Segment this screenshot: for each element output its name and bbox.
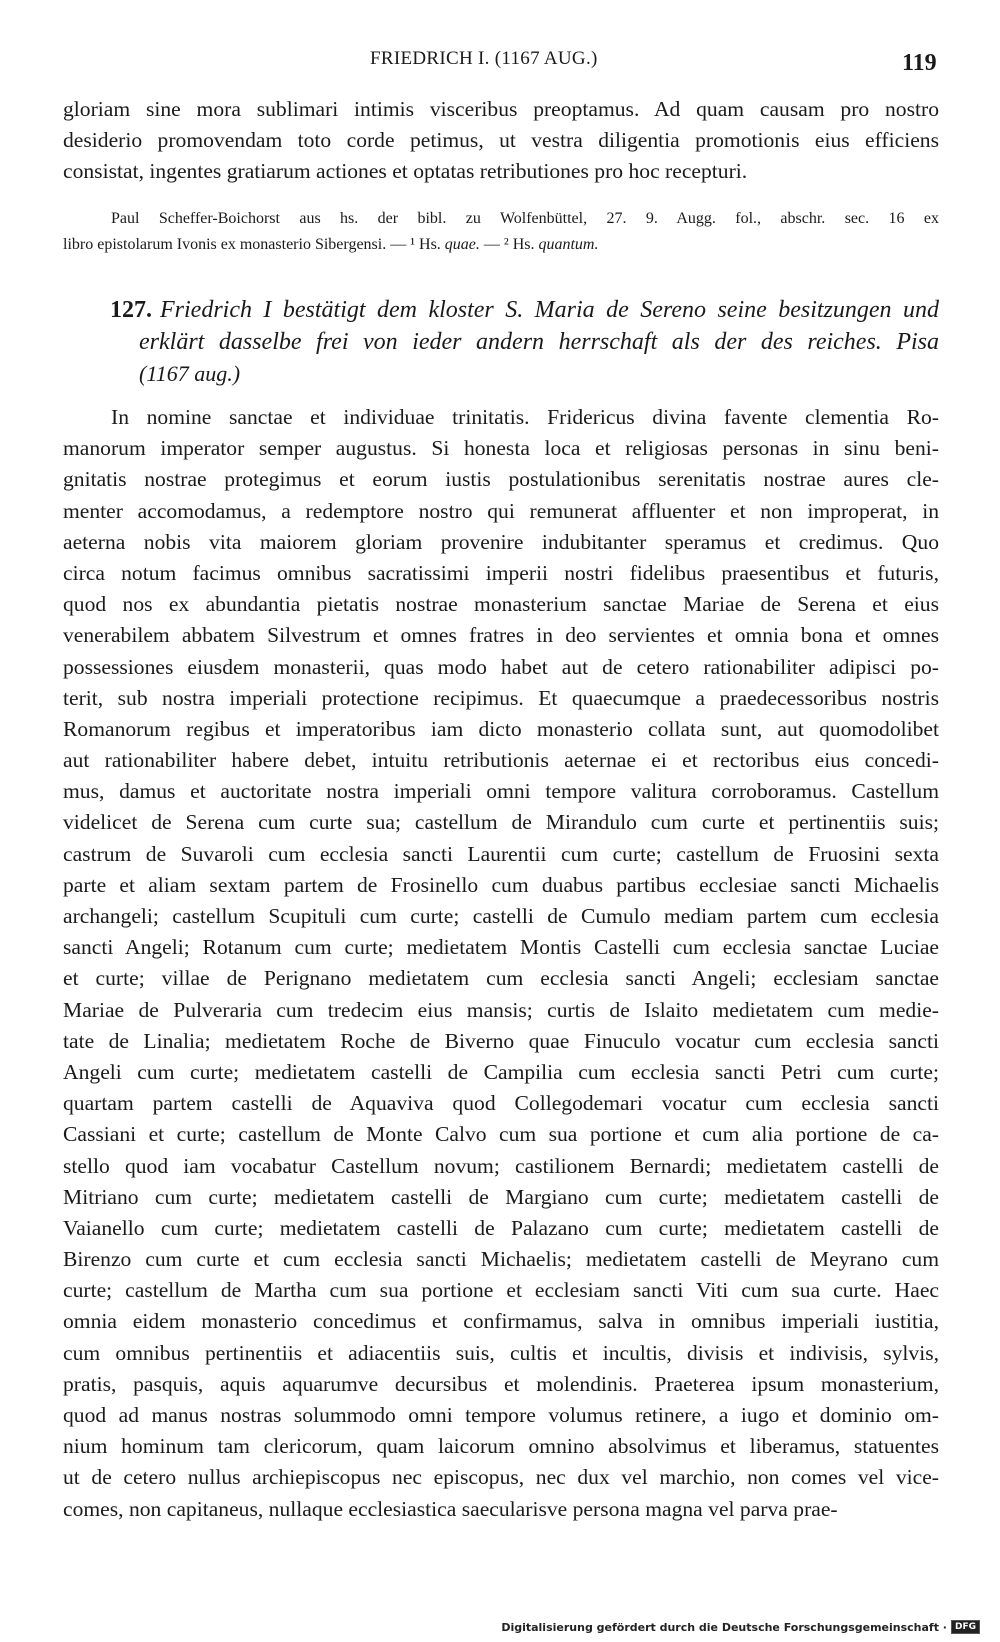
text-line: consistat, ingentes gratiarum actiones et optatas retributiones pro hoc recepturi. bbox=[63, 159, 748, 184]
text-line: desiderio promovendam toto corde petimus, ut vestra diligentia promotionis eius efficiens bbox=[63, 128, 939, 153]
text-line: circa notum facimus omnibus sacratissimi imperii nostri fidelibus praesentibus et futuris, bbox=[63, 560, 939, 585]
credit-text: Digitalisierung gefördert durch die Deutsche Forschungsgemeinschaft · bbox=[501, 1620, 947, 1634]
note-line: libro epistolarum Ivonis ex monasterio Sibergensi. — ¹ Hs. quae. — ² Hs. quantum. bbox=[63, 236, 599, 253]
text-line: sancti Angeli; Rotanum cum curte; medietatem Montis Castelli cum ecclesia sanctae Luciae bbox=[63, 935, 939, 960]
text-line: Cassiani et curte; castellum de Monte Calvo cum sua portione et cum alia portione de ca- bbox=[63, 1122, 939, 1147]
text-line: pratis, pasquis, aquis aquarumve decursibus et molendinis. Praeterea ipsum monasterium, bbox=[63, 1371, 939, 1396]
digitization-credit bbox=[501, 1620, 980, 1634]
text-line: aut rationabiliter habere debet, intuitu retributionis aeternae ei et rectoribus eius concedi- bbox=[63, 748, 939, 773]
text-line: et curte; villae de Perignano medietatem cum ecclesia sancti Angeli; ecclesiam sanctae bbox=[63, 966, 939, 991]
text-line: quod nos ex abundantia pietatis nostrae monasterium sanctae Mariae de Serena et eius bbox=[63, 592, 939, 617]
dfg-logo: DFG bbox=[951, 1620, 980, 1634]
text-line: Mariae de Pulveraria cum tredecim eius mansis; curtis de Islaito medietatem cum medie- bbox=[63, 997, 939, 1022]
text-line: Mitriano cum curte; medietatem castelli de Margiano cum curte; medietatem castelli de bbox=[63, 1184, 939, 1209]
text-line: omnia eidem monasterio concedimus et confirmamus, salva in omnibus imperiali iustitia, bbox=[63, 1309, 939, 1334]
text-line: gloriam sine mora sublimari intimis visceribus preoptamus. Ad quam causam pro nostro bbox=[63, 97, 939, 121]
text-line: parte et aliam sextam partem de Frosinello cum duabus partibus ecclesiae sancti Michaelis bbox=[63, 872, 939, 897]
text-line: mus, damus et auctoritate nostra imperiali omni tempore valitura corroboramus. Castellum bbox=[63, 779, 939, 804]
paragraph-main bbox=[63, 402, 939, 1525]
document-heading bbox=[110, 294, 939, 390]
text-line: quod ad manus nostras solummodo omni tempore volumus retinere, a iugo et dominio om- bbox=[63, 1403, 939, 1427]
note-line: Paul Scheffer-Boichorst aus hs. der bibl. zu Wolfenbüttel, 27. 9. Augg. fol., abschr. sec. 16 ex bbox=[111, 210, 939, 227]
document-number: 127. bbox=[110, 297, 152, 323]
text-line: videlicet de Serena cum curte sua; castellum de Mirandulo cum curte et pertinentiis suis; bbox=[63, 810, 939, 835]
text-line: quartam partem castelli de Aquaviva quod Collegodemari vocatur cum ecclesia sancti bbox=[63, 1091, 939, 1116]
page-header bbox=[0, 44, 1000, 80]
text-line: Birenzo cum curte et cum ecclesia sancti Michaelis; medietatem castelli de Meyrano cum bbox=[63, 1247, 939, 1272]
text-line: nium hominum tam clericorum, quam laicorum omnino absolvimus et liberamus, statuentes bbox=[63, 1434, 939, 1459]
text-line: tate de Linalia; medietatem Roche de Biverno quae Finuculo vocatur cum ecclesia sancti bbox=[63, 1028, 939, 1053]
text-line: aeterna nobis vita maiorem gloriam provenire indubitanter speramus et credimus. Quo bbox=[63, 529, 939, 554]
text-line: Vaianello cum curte; medietatem castelli de Palazano cum curte; medietatem castelli de bbox=[63, 1215, 939, 1240]
heading-line: 127. Friedrich I bestätigt dem kloster S. Maria de Sereno seine besitzungen und bbox=[110, 297, 939, 323]
text-line: gnitatis nostrae protegimus et eorum iustis postulationibus serenitatis nostrae aures cle- bbox=[63, 467, 939, 492]
text-line: archangeli; castellum Scupituli cum curte; castelli de Cumulo mediam partem cum ecclesia bbox=[63, 904, 939, 928]
text-line: ut de cetero nullus archiepiscopus nec episcopus, nec dux vel marchio, non comes vel vice- bbox=[63, 1465, 939, 1490]
running-head: FRIEDRICH I. (1167 AUG.) bbox=[370, 48, 598, 69]
paragraph-top bbox=[63, 94, 939, 188]
text-line: comes, non capitaneus, nullaque ecclesiastica saecularisve persona magna vel parva prae- bbox=[63, 1496, 838, 1521]
heading-line: erklärt dasselbe frei von ieder andern herrschaft als der des reiches. Pisa bbox=[139, 329, 939, 355]
text-line: cum omnibus pertinentiis et adiacentiis suis, cultis et incultis, divisis et indivisis, sylvis, bbox=[63, 1340, 939, 1365]
text-line: menter accomodamus, a redemptore nostro qui remunerat affluenter et non improperat, in bbox=[63, 498, 939, 523]
text-line: terit, sub nostra imperiali protectione recipimus. Et quaecumque a praedecessoribus nostris bbox=[63, 685, 939, 710]
text-line: In nomine sanctae et individuae trinitatis. Fridericus divina favente clementia Ro- bbox=[111, 405, 939, 429]
text-line: castrum de Suvaroli cum ecclesia sancti Laurentii cum curte; castellum de Fruosini sexta bbox=[63, 841, 939, 866]
text-line: Angeli cum curte; medietatem castelli de Campilia cum ecclesia sancti Petri cum curte; bbox=[63, 1059, 939, 1084]
page-number: 119 bbox=[902, 50, 937, 76]
text-line: manorum imperator semper augustus. Si honesta loca et religiosas personas in sinu beni- bbox=[63, 436, 939, 461]
text-line: Romanorum regibus et imperatoribus iam dicto monasterio collata sunt, aut quomodolibet bbox=[63, 716, 939, 741]
source-notes bbox=[63, 206, 939, 258]
text-line: curte; castellum de Martha cum sua portione et ecclesiam sancti Viti cum sua curte. Haec bbox=[63, 1278, 939, 1303]
heading-date: (1167 aug.) bbox=[139, 361, 241, 386]
text-line: stello quod iam vocabatur Castellum novum; castilionem Bernardi; medietatem castelli de bbox=[63, 1153, 939, 1178]
text-line: venerabilem abbatem Silvestrum et omnes fratres in deo servientes et omnia bona et omnes bbox=[63, 623, 939, 648]
text-line: possessiones eiusdem monasterii, quas modo habet aut de cetero rationabiliter adipisci po- bbox=[63, 654, 939, 679]
